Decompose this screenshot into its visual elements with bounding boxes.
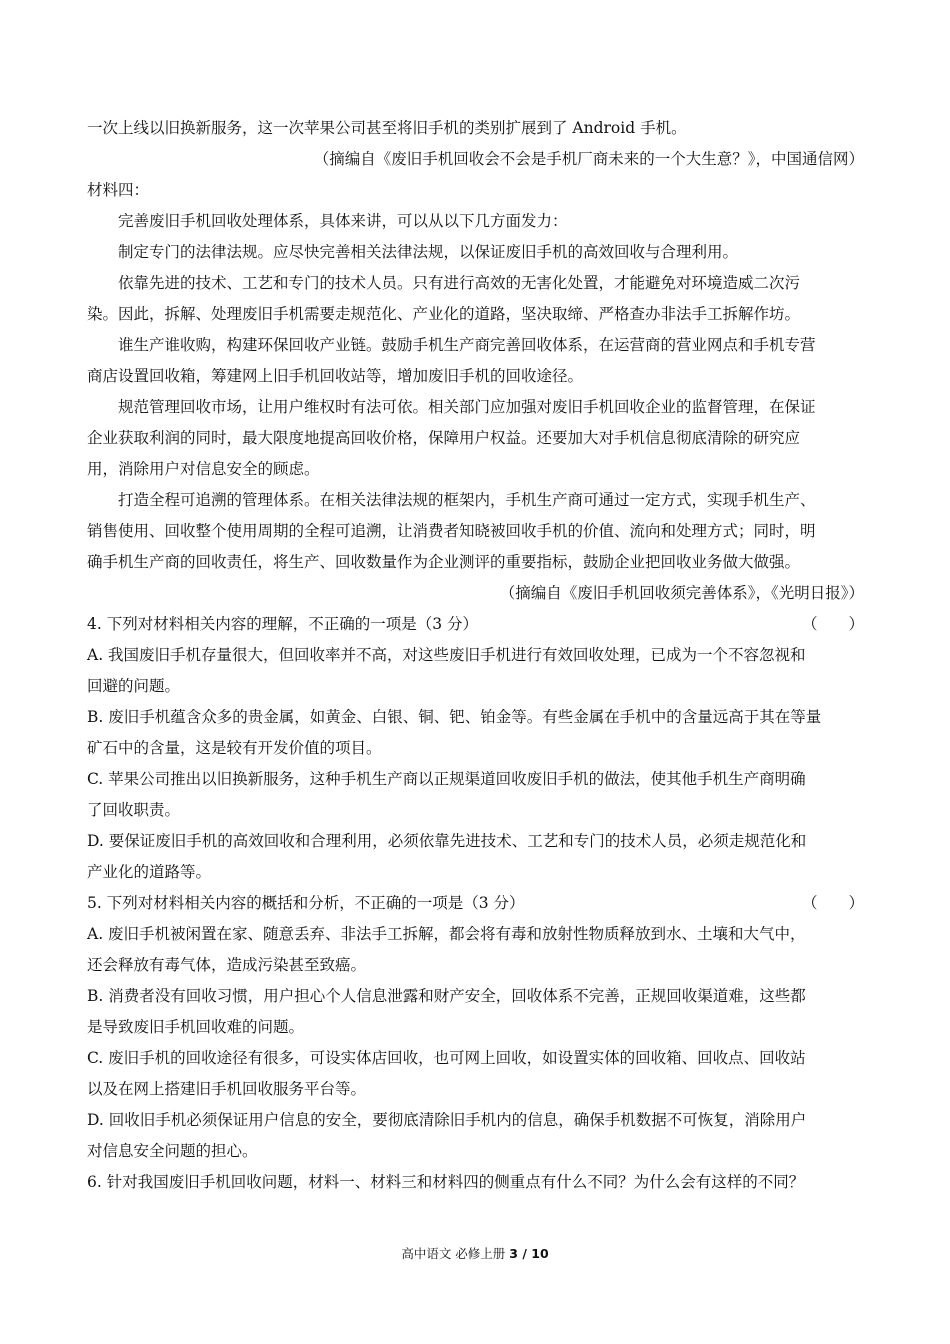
text-line: 销售使用、回收整个使用周期的全程可追溯，让消费者知晓被回收手机的价值、流向和处理方式；同时，明 [87,522,816,540]
text-line: 依靠先进的技术、工艺和专门的技术人员。只有进行高效的无害化处置，才能避免对环境造威二次污 [118,274,801,292]
section-heading: 材料四： [87,181,150,199]
text-line: 完善废旧手机回收处理体系，具体来讲，可以从以下几方面发力： [118,212,568,230]
option-line: A. 废旧手机被闲置在家、随意丢弃、非法手工拆解，都会将有毒和放射性物质释放到水、土壤和大气中， [87,925,806,943]
option-line: 还会释放有毒气体，造成污染甚至致癌。 [87,956,367,974]
text-line: 谁生产谁收购，构建环保回收产业链。鼓励手机生产商完善回收体系，在运营商的营业网点和手机专营 [118,336,816,354]
option-line: C. 苹果公司推出以旧换新服务，这种手机生产商以正规渠道回收废旧手机的做法，使其他手机生产商明确 [87,770,806,788]
option-line: 产业化的道路等。 [87,863,212,881]
text-line: 企业获取利润的同时，最大限度地提高回收价格，保障用户权益。还要加大对手机信息彻底清除的研究应 [87,429,801,447]
text-line: 打造全程可追溯的管理体系。在相关法律法规的框架内，手机生产商可通过一定方式，实现手机生产、 [118,491,816,509]
text-line: 确手机生产商的回收责任，将生产、回收数量作为企业测评的重要指标，鼓励企业把回收业务做大做强。 [87,553,801,571]
answer-bracket: （ ） [801,894,864,912]
option-line: 了回收职责。 [87,801,181,819]
option-line: D. 回收旧手机必须保证用户信息的安全，要彻底清除旧手机内的信息，确保手机数据不可恢复，消除用户 [87,1111,807,1129]
text-line: 制定专门的法律法规。应尽快完善相关法律法规，以保证废旧手机的高效回收与合理利用。 [118,243,739,261]
option-line: 回避的问题。 [87,677,181,695]
option-line: 矿石中的含量，这是较有开发价值的项目。 [87,739,382,757]
question-text: 5. 下列对材料相关内容的概括和分析，不正确的一项是（3 分） [87,894,525,912]
document-body [87,113,864,1198]
option-line: B. 废旧手机蕴含众多的贵金属，如黄金、白银、铜、钯、铂金等。有些金属在手机中的含量远高于其在等量 [87,708,822,726]
page-footer [0,1244,950,1262]
option-line: 对信息安全问题的担心。 [87,1142,258,1160]
footer-label: 高中语文 必修上册 [401,1246,510,1261]
source-citation: （摘编自《废旧手机回收会不会是手机厂商未来的一个大生意？》，中国通信网） [313,150,864,168]
source-citation: （摘编自《废旧手机回收须完善体系》，《光明日报》） [499,584,864,602]
text-line: 商店设置回收箱，筹建网上旧手机回收站等，增加废旧手机的回收途径。 [87,367,584,385]
question-4 [87,609,864,640]
question-5 [87,888,864,919]
option-line: C. 废旧手机的回收途径有很多，可设实体店回收，也可网上回收，如设置实体的回收箱、回收点、回收站 [87,1049,806,1067]
option-line: B. 消费者没有回收习惯，用户担心个人信息泄露和财产安全，回收体系不完善，正规回收渠道难，这些都 [87,987,806,1005]
option-line: A. 我国废旧手机存量很大，但回收率并不高，对这些废旧手机进行有效回收处理，已成为一个不容忽视和 [87,646,806,664]
answer-bracket: （ ） [801,615,864,633]
page-number: 3 / 10 [509,1246,549,1261]
text-line: 规范管理回收市场，让用户维权时有法可依。相关部门应加强对废旧手机回收企业的监督管理，在保证 [118,398,816,416]
text-line: 一次上线以旧换新服务，这一次苹果公司甚至将旧手机的类别扩展到了 Android 手机。 [87,119,687,137]
question-text: 4. 下列对材料相关内容的理解，不正确的一项是（3 分） [87,615,479,633]
option-line: 是导致废旧手机回收难的问题。 [87,1018,305,1036]
option-line: 以及在网上搭建旧手机回收服务平台等。 [87,1080,367,1098]
text-line: 用，消除用户对信息安全的顾虑。 [87,460,320,478]
question-6: 6. 针对我国废旧手机回收问题，材料一、材料三和材料四的侧重点有什么不同？为什么会有这样的不同？ [87,1173,805,1191]
option-line: D. 要保证废旧手机的高效回收和合理利用，必须依靠先进技术、工艺和专门的技术人员，必须走规范化和 [87,832,807,850]
text-line: 染。因此，拆解、处理废旧手机需要走规范化、产业化的道路，坚决取缔、严格查办非法手工拆解作坊。 [87,305,801,323]
